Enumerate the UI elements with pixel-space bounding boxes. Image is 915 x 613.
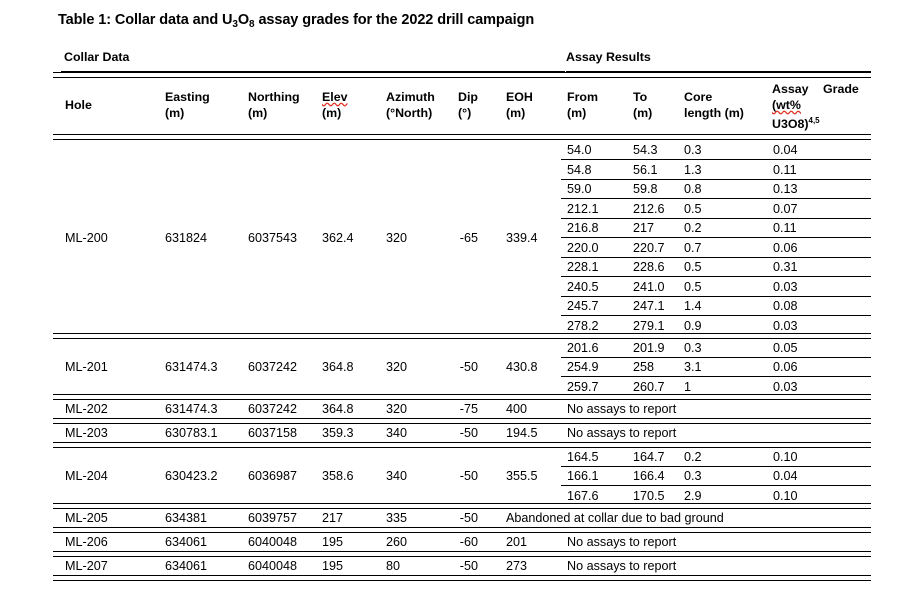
cell-dip: -75 [459,402,478,417]
cell-assay-grade: 0.03 [773,279,798,294]
cell-dip: -50 [459,511,478,526]
col-header-assay-grade-b: Grade [823,82,859,96]
col-header-elev: Elev [322,90,348,104]
cell-assay-grade: 0.03 [773,379,798,394]
col-header-northing: Northing [248,90,300,104]
cell-elev: 364.8 [322,402,354,417]
cell-assay-to: 228.6 [633,260,665,274]
cell-azimuth: 320 [386,359,408,374]
col-header-core-length-unit: length (m) [684,106,744,120]
title-sub-3: 3 [232,19,238,30]
cell-note: No assays to report [567,559,677,574]
cell-dip: -60 [459,535,478,550]
cell-eoh: 339.4 [506,230,538,245]
cell-assay-from: 220.0 [567,240,599,255]
col-header-easting: Easting [165,90,210,104]
cell-eoh: 355.5 [506,468,538,483]
col-header-assay-unit-open: (wt% [772,98,801,112]
rule-hole-separator [53,551,871,557]
cell-assay-to: 279.1 [633,318,665,333]
cell-hole: ML-201 [65,359,108,374]
cell-assay-core: 0.8 [684,182,702,196]
cell-hole: ML-203 [65,426,108,441]
cell-assay-to: 212.6 [633,201,665,216]
cell-elev: 358.6 [322,468,354,483]
cell-assay-to: 241.0 [633,279,665,294]
cell-azimuth: 340 [386,468,408,483]
cell-assay-grade: 0.10 [773,449,798,464]
cell-assay-core: 2.9 [684,488,702,503]
col-header-from-unit: (m) [567,106,587,120]
cell-assay-to: 258 [633,360,655,374]
title-sub-8: 8 [249,19,255,30]
rule-assay-subrow [561,179,871,180]
rule-table-bottom [53,575,871,581]
cell-assay-to: 220.7 [633,240,665,255]
col-header-hole: Hole [65,98,92,112]
cell-azimuth: 80 [386,559,401,574]
col-header-to: To [633,90,648,104]
assay-footnote-superscript: 4,5 [808,116,820,125]
cell-northing: 6037543 [248,230,298,245]
cell-dip: -50 [459,426,478,441]
cell-assay-core: 0.5 [684,201,702,216]
cell-assay-grade: 0.05 [773,340,798,355]
cell-hole: ML-204 [65,468,108,483]
cell-assay-to: 164.7 [633,449,665,464]
rule-hole-separator [53,503,871,509]
cell-assay-core: 0.9 [684,318,702,333]
cell-assay-core: 1 [684,379,692,394]
cell-assay-core: 0.5 [684,279,702,294]
cell-assay-from: 216.8 [567,221,599,235]
cell-northing: 6036987 [248,468,298,483]
cell-dip: -50 [459,559,478,574]
cell-assay-to: 59.8 [633,182,658,196]
cell-assay-from: 201.6 [567,340,599,355]
cell-easting: 630783.1 [165,426,218,441]
cell-northing: 6039757 [248,511,298,526]
cell-assay-core: 0.2 [684,221,702,235]
rule-assay-subrow [561,485,871,486]
title-suffix: assay grades for the 2022 drill campaign [254,12,535,28]
cell-note: Abandoned at collar due to bad ground [506,511,724,526]
cell-assay-core: 0.3 [684,469,702,483]
cell-elev: 362.4 [322,230,354,245]
group-header-row [53,50,871,72]
rule-assay-subrow [561,376,871,377]
cell-assay-grade: 0.13 [773,182,798,196]
assay-formula-text: U3O8) [772,117,809,131]
cell-assay-core: 1.3 [684,162,702,177]
cell-note: No assays to report [567,426,677,441]
cell-assay-grade: 0.03 [773,318,798,333]
col-header-core-length: Core [684,90,713,104]
cell-hole: ML-207 [65,559,108,574]
cell-northing: 6037158 [248,426,298,441]
cell-assay-core: 0.7 [684,240,702,255]
cell-dip: -50 [459,468,478,483]
col-header-dip: Dip [458,90,478,104]
cell-hole: ML-206 [65,535,108,550]
cell-assay-grade: 0.04 [773,143,798,157]
cell-hole: ML-205 [65,511,108,526]
cell-assay-from: 59.0 [567,182,592,196]
cell-assay-core: 3.1 [684,360,702,374]
cell-azimuth: 335 [386,511,408,526]
rule-assay-subrow [561,296,871,297]
cell-assay-from: 278.2 [567,318,599,333]
cell-dip: -65 [459,230,478,245]
group-label-collar-data: Collar Data [64,50,130,64]
cell-note: No assays to report [567,535,677,550]
col-header-azimuth-unit: (°North) [386,106,433,120]
cell-hole: ML-202 [65,402,108,417]
col-header-eoh: EOH [506,90,533,104]
page-title [58,12,534,30]
cell-assay-core: 0.3 [684,340,702,355]
cell-assay-to: 201.9 [633,340,665,355]
title-mid: O [237,12,250,28]
cell-assay-grade: 0.11 [773,162,797,177]
cell-assay-from: 245.7 [567,299,599,313]
cell-northing: 6040048 [248,535,298,550]
cell-northing: 6037242 [248,359,298,374]
cell-azimuth: 320 [386,230,408,245]
cell-elev: 217 [322,511,344,526]
rule-assay-subrow [561,257,871,258]
cell-hole: ML-200 [65,230,108,245]
cell-elev: 195 [322,535,344,550]
cell-assay-from: 212.1 [567,201,599,216]
col-header-dip-unit: (°) [458,106,472,120]
col-header-azimuth: Azimuth [386,90,435,104]
cell-northing: 6037242 [248,402,298,417]
cell-assay-from: 259.7 [567,379,599,394]
cell-dip: -50 [459,359,478,374]
cell-elev: 359.3 [322,426,354,441]
col-header-northing-unit: (m) [248,106,268,120]
cell-assay-from: 166.1 [567,469,599,483]
cell-assay-grade: 0.10 [773,488,798,503]
rule-assay-subrow [561,218,871,219]
cell-assay-from: 54.0 [567,143,592,157]
cell-easting: 631824 [165,230,208,245]
rule-header-bottom [53,134,871,140]
cell-assay-from: 240.5 [567,279,599,294]
cell-assay-core: 0.3 [684,143,702,157]
cell-assay-from: 164.5 [567,449,599,464]
cell-eoh: 273 [506,559,528,574]
rule-assay-subrow [561,198,871,199]
col-header-assay-grade-a: Assay [772,82,809,96]
cell-eoh: 400 [506,402,528,417]
cell-assay-to: 260.7 [633,379,665,394]
cell-assay-from: 254.9 [567,360,599,374]
rule-assay-subrow [561,276,871,277]
cell-azimuth: 340 [386,426,408,441]
cell-assay-grade: 0.08 [773,299,798,313]
col-header-eoh-unit: (m) [506,106,526,120]
cell-eoh: 201 [506,535,528,550]
rule-assay-subrow [561,357,871,358]
cell-assay-grade: 0.07 [773,201,798,216]
cell-assay-core: 0.2 [684,449,702,464]
col-header-easting-unit: (m) [165,106,185,120]
title-prefix: Table 1: Collar data and U [58,12,233,28]
cell-assay-grade: 0.06 [773,360,798,374]
cell-assay-grade: 0.31 [773,260,798,274]
cell-assay-to: 166.4 [633,469,665,483]
cell-assay-to: 170.5 [633,488,665,503]
col-header-assay-formula [772,113,820,132]
rule-hole-separator [53,418,871,424]
cell-note: No assays to report [567,402,677,417]
cell-assay-grade: 0.06 [773,240,798,255]
rule-header-top [53,72,871,78]
rule-assay-subrow [561,315,871,316]
rule-hole-separator [53,394,871,400]
rule-hole-separator [53,527,871,533]
cell-easting: 631474.3 [165,402,218,417]
cell-assay-to: 54.3 [633,143,658,157]
rule-hole-separator [53,442,871,448]
cell-easting: 630423.2 [165,468,218,483]
cell-assay-from: 54.8 [567,162,592,177]
cell-eoh: 430.8 [506,359,538,374]
cell-assay-to: 247.1 [633,299,665,313]
cell-easting: 634381 [165,511,208,526]
cell-assay-grade: 0.04 [773,469,798,483]
cell-assay-grade: 0.11 [773,221,797,235]
cell-assay-from: 167.6 [567,488,599,503]
cell-assay-core: 1.4 [684,299,702,313]
cell-assay-to: 217 [633,221,655,235]
rule-hole-separator [53,333,871,339]
col-header-from: From [567,90,598,104]
cell-eoh: 194.5 [506,426,538,441]
cell-azimuth: 260 [386,535,408,550]
cell-assay-to: 56.1 [633,162,658,177]
cell-elev: 364.8 [322,359,354,374]
cell-elev: 195 [322,559,344,574]
cell-easting: 634061 [165,559,208,574]
cell-assay-core: 0.5 [684,260,702,274]
cell-northing: 6040048 [248,559,298,574]
col-header-elev-unit: (m) [322,106,342,120]
col-header-to-unit: (m) [633,106,653,120]
group-label-assay-results: Assay Results [566,50,651,64]
cell-easting: 631474.3 [165,359,218,374]
rule-assay-subrow [561,237,871,238]
rule-assay-subrow [561,159,871,160]
cell-assay-from: 228.1 [567,260,599,274]
cell-easting: 634061 [165,535,208,550]
rule-assay-subrow [561,466,871,467]
cell-azimuth: 320 [386,402,408,417]
